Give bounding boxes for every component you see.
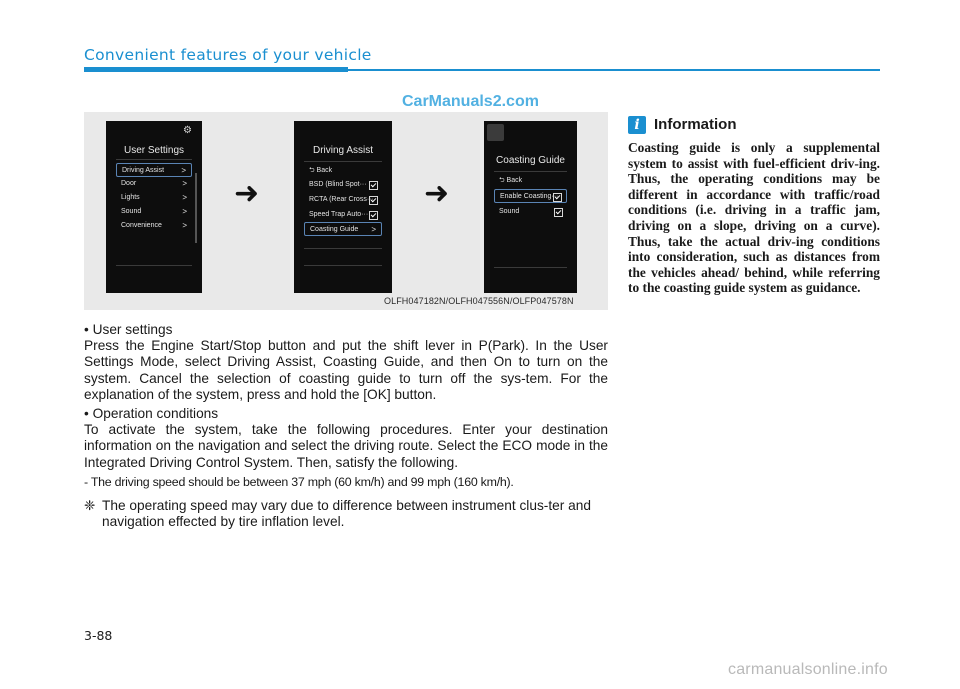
home-button[interactable] — [487, 124, 504, 141]
screen-driving-assist — [294, 121, 392, 293]
section-title-bar — [84, 67, 348, 72]
divider — [494, 171, 567, 172]
back-button[interactable] — [494, 174, 567, 188]
caution-symbol-icon: ❈ — [84, 498, 96, 514]
page-number: 3-88 — [84, 628, 113, 643]
menu-item-lights[interactable] — [116, 191, 192, 205]
info-title: Information — [654, 116, 737, 133]
settings-figure — [84, 112, 608, 310]
checkbox-checked-icon[interactable] — [369, 211, 378, 220]
divider — [304, 248, 382, 249]
menu-item-convenience[interactable] — [116, 219, 192, 233]
back-button[interactable] — [304, 164, 382, 178]
info-icon: i — [628, 116, 646, 134]
caution-note — [84, 498, 608, 530]
screen-user-settings — [106, 121, 202, 293]
divider — [304, 265, 382, 266]
gear-icon: ⚙ — [183, 125, 192, 136]
menu-item-door[interactable] — [116, 177, 192, 191]
operation-conditions-paragraph: To activate the system, take the following procedures. Enter your destination information on the navigation and select the driving route. Select the ECO mode in the Integrated Driving Control System. Then, satisfy the following. — [84, 422, 608, 470]
checkbox-checked-icon[interactable] — [369, 196, 378, 205]
arrow-right-icon: ➜ — [424, 176, 450, 211]
menu-item-bsd[interactable] — [304, 178, 382, 192]
operation-conditions-heading: • Operation conditions — [84, 406, 219, 422]
divider — [304, 161, 382, 162]
divider — [116, 265, 192, 266]
menu-item-label: Driving Assist — [122, 167, 165, 174]
menu-item-coasting-guide[interactable] — [304, 222, 382, 236]
menu-item-label: Sound — [121, 208, 142, 215]
back-label: ⮌ Back — [309, 167, 333, 174]
watermark-top: CarManuals2.com — [402, 93, 539, 110]
chevron-right-icon: > — [181, 166, 186, 175]
chevron-right-icon: > — [182, 179, 187, 188]
section-title: Convenient features of your vehicle — [84, 46, 372, 64]
screen-title: Driving Assist — [312, 145, 373, 156]
menu-item-driving-assist[interactable] — [116, 163, 192, 177]
menu-item-sound[interactable] — [116, 205, 192, 219]
scrollbar[interactable] — [195, 173, 197, 243]
chevron-right-icon: > — [182, 193, 187, 202]
chevron-right-icon: > — [182, 221, 187, 230]
divider — [494, 267, 567, 268]
back-label: ⮌ Back — [499, 177, 523, 184]
menu-item-label: BSD (Blind Spot··· — [309, 181, 367, 188]
user-settings-paragraph: Press the Engine Start/Stop button and put the shift lever in P(Park). In the User Settings Mode, select Driving Assist, Coasting Guide, and then On to turn on the system. Cancel the selection of coasting guide to turn off the sys-tem. For the explanation of the system, press and hold the [OK] button. — [84, 338, 608, 402]
watermark-bottom: carmanualsonline.info — [728, 661, 888, 678]
menu-item-label: Enable Coasting··· — [500, 193, 559, 200]
menu-item-label: Coasting Guide — [310, 226, 359, 233]
figure-code: OLFH047182N/OLFH047556N/OLFP047578N — [384, 296, 574, 306]
menu-item-label: Lights — [121, 194, 140, 201]
menu-item-label: RCTA (Rear Cross··· — [309, 196, 374, 203]
screen-title: Coasting Guide — [496, 155, 565, 166]
section-title-rule — [348, 69, 880, 71]
menu-item-rcta[interactable] — [304, 193, 382, 207]
screen-coasting-guide — [484, 121, 577, 293]
menu-item-sound[interactable] — [494, 205, 567, 219]
user-settings-heading: • User settings — [84, 322, 173, 337]
divider — [116, 159, 192, 160]
menu-item-label: Speed Trap Auto··· — [309, 211, 369, 218]
menu-item-label: Door — [121, 180, 137, 187]
body-text — [84, 322, 608, 530]
checkbox-checked-icon[interactable] — [369, 181, 378, 190]
chevron-right-icon: > — [371, 225, 376, 234]
screen-title: User Settings — [123, 145, 185, 156]
info-text: Coasting guide is only a supplemental system to assist with fuel-efficient driv-ing. Thus, the operating conditions may be different in accordance with traffic/road conditions (i.e. driving in a traffic jam, driving on a slope, driving on a curve). Thus, take the actual driv-ing conditions into consideration, such as distances from the vehicles ahead/ behind, while referring to the coasting guide system as guidance. — [628, 140, 880, 296]
arrow-right-icon: ➜ — [234, 176, 260, 211]
menu-item-speed-trap[interactable] — [304, 208, 382, 222]
menu-item-label: Convenience — [121, 222, 162, 229]
chevron-right-icon: > — [182, 207, 187, 216]
checkbox-checked-icon[interactable] — [554, 208, 563, 217]
checkbox-checked-icon[interactable] — [553, 193, 562, 202]
menu-item-label: Sound — [499, 208, 520, 215]
menu-item-enable-coasting[interactable] — [494, 189, 567, 203]
speed-condition: - The driving speed should be between 37 mph (60 km/h) and 99 mph (160 km/h). — [84, 474, 514, 489]
caution-text: The operating speed may vary due to difference between instrument clus-ter and navigation effected by tire inflation level. — [102, 498, 591, 530]
